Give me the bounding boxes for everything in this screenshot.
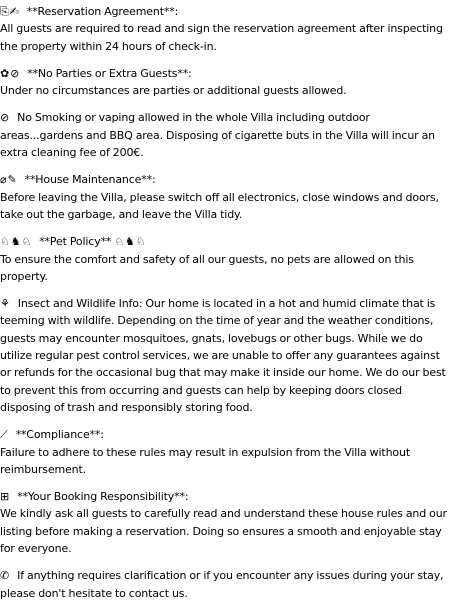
section-icons (0, 235, 35, 248)
section-pet-policy (0, 233, 450, 285)
section-heading-line (0, 171, 450, 188)
section-house-maintenance (0, 171, 450, 223)
section-icons (0, 428, 12, 441)
section-insect-wildlife (0, 295, 450, 416)
section-heading: **No Parties or Extra Guests**: (27, 66, 192, 80)
section-icons (0, 111, 13, 124)
section-body: Failure to adhere to these rules may result in expulsion from the Villa without reimbursement. (0, 445, 410, 476)
section-body: All guests are required to read and sign the reservation agreement after inspecting the property within 24 hours of check-in. (0, 22, 443, 53)
section-heading-line (0, 3, 450, 20)
rabbit-icon: ♘ (21, 235, 32, 249)
dog-icon: ♘ (0, 235, 10, 249)
open-book-icon: ⊞ (0, 490, 10, 504)
dog-icon: ♘ (114, 235, 125, 249)
wrench-icon: ✎ (7, 173, 17, 187)
writing-hand-icon: ✍ (9, 5, 19, 18)
no-smoking-icon: ⊘ (0, 111, 10, 125)
prohibited-icon: ⊘ (10, 66, 20, 80)
section-body: We kindly ask all guests to carefully read and understand these house rules and our listing before making a reservation. Doing so ensures a smooth and enjoyable stay for everyone. (0, 507, 447, 556)
section-heading: **Pet Policy** (39, 235, 112, 249)
section-reservation-agreement (0, 3, 450, 55)
section-heading-line (0, 233, 450, 250)
section-body: If anything requires clarification or if you encounter any issues during your stay, please don't hesitate to contact us. (0, 569, 444, 600)
section-icons (0, 5, 23, 18)
section-heading: **Your Booking Responsibility**: (17, 490, 189, 504)
section-heading: **House Maintenance**: (24, 173, 156, 187)
cat-icon: ♞ (10, 235, 21, 249)
section-no-smoking (0, 109, 450, 161)
ruler-icon: ⟋ (0, 428, 8, 442)
clipboard-icon: ⎘ (0, 5, 9, 18)
phone-icon: ✆ (0, 569, 10, 583)
rabbit-icon: ♘ (135, 235, 146, 249)
section-body: No Smoking or vaping allowed in the whole Villa including outdoor areas...gardens and BBQ area. Disposing of cigarette buts in the Villa will incur an extra cleaning fee of 200€. (0, 111, 435, 160)
section-body: Insect and Wildlife Info: Our home is located in a hot and humid climate that is teeming with wildlife. Depending on the time of year and the weather conditions, guests may encounter mosquitoes, gnats, lovebugs or other bugs. While we do utilize regular pest control services, we are unable to offer any guarantees against or refunds for the occasional bug that may make it inside our home. We do our best to prevent this from occurring and guests can help by keeping doors closed disposing of trash and responsibly storing food. (0, 297, 446, 414)
section-body: To ensure the comfort and safety of all our guests, no pets are allowed on this property. (0, 252, 414, 283)
section-heading-line (0, 488, 450, 505)
broom-icon: ⌀ (0, 173, 7, 187)
bug-icon: ⚘ (0, 297, 10, 311)
party-popper-icon: ✿ (0, 66, 10, 80)
section-icons-trailing (114, 235, 146, 248)
section-icons (0, 173, 21, 186)
section-icons (0, 297, 14, 310)
section-compliance (0, 426, 450, 478)
section-icons (0, 490, 13, 503)
section-body: Before leaving the Villa, please switch off all electronics, close windows and doors, take out the garbage, and leave the Villa tidy. (0, 190, 439, 221)
cat-icon: ♞ (125, 235, 135, 249)
section-heading-line (0, 426, 450, 443)
section-icons (0, 67, 23, 80)
section-no-parties (0, 65, 450, 100)
section-icons (0, 569, 13, 582)
section-booking-responsibility (0, 488, 450, 557)
section-heading-line (0, 65, 450, 82)
section-contact (0, 567, 450, 602)
section-body: Under no circumstances are parties or additional guests allowed. (0, 84, 347, 98)
section-heading: **Compliance**: (15, 428, 104, 442)
section-heading: **Reservation Agreement**: (26, 5, 179, 18)
